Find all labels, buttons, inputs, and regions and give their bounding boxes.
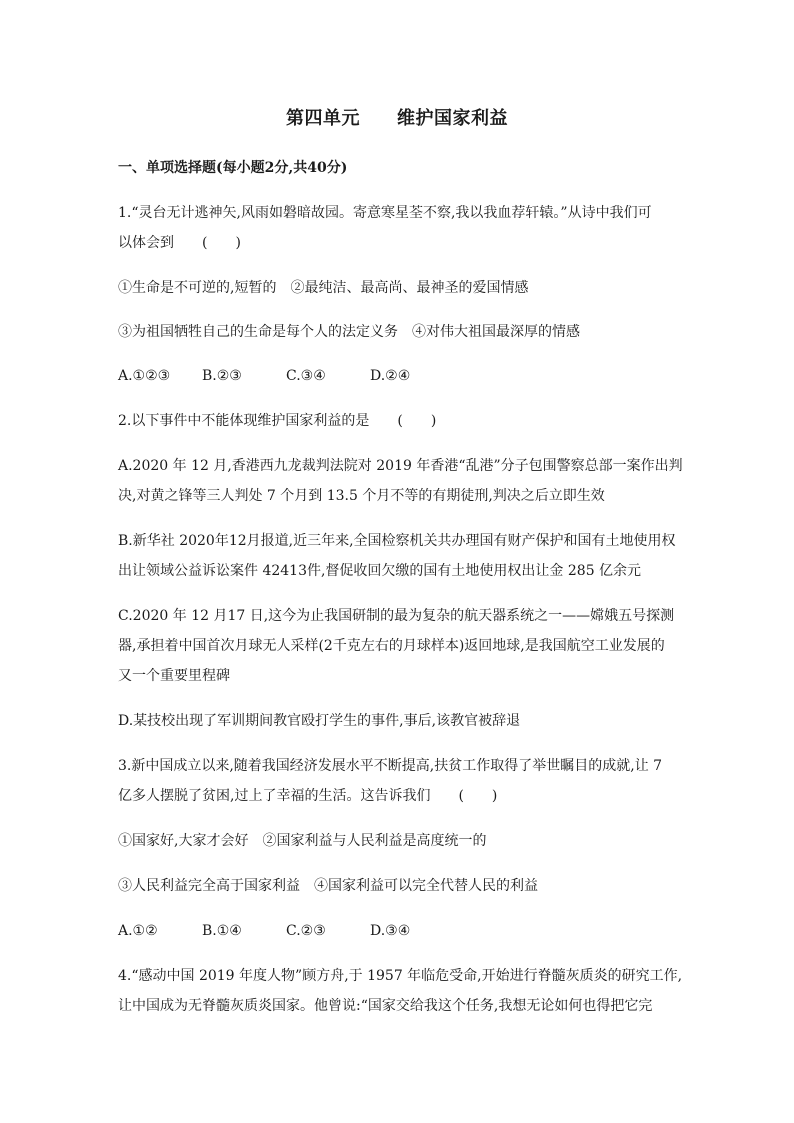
- q3-option-b: B.①④: [202, 923, 242, 939]
- section-heading: 一、单项选择题(每小题2分,共40分): [118, 160, 348, 176]
- q1-option-b: B.②③: [202, 368, 242, 384]
- q3-statement-1: ①国家好,大家才会好 ②国家利益与人民利益是高度统一的: [118, 833, 487, 849]
- q2-choice-c-line-2: 器,承担着中国首次月球无人采样(2千克左右的月球样本)返回地球,是我国航空工业发展的: [118, 638, 665, 654]
- q3-options: [118, 921, 688, 941]
- q2-choice-a-line-1: A.2020 年 12 月,香港西九龙裁判法院对 2019 年香港“乱港”分子包围警察总部一案作出判: [118, 458, 683, 474]
- q2-choice-c-line-1: C.2020 年 12 月17 日,这今为止我国研制的最为复杂的航天器系统之一——嫦娥五号探测: [118, 608, 675, 624]
- q2-choice-c-line-3: 又一个重要里程碑: [118, 668, 230, 684]
- q2-choice-b-line-2: 出让领域公益诉讼案件 42413件,督促收回欠缴的国有土地使用权出让金 285 亿余元: [118, 563, 642, 579]
- q2-choice-d: D.某技校出现了军训期间教官殴打学生的事件,事后,该教官被辞退: [118, 713, 521, 729]
- q3-statement-2: ③人民利益完全高于国家利益 ④国家利益可以完全代替人民的利益: [118, 878, 538, 894]
- q3-option-c: C.②③: [286, 923, 326, 939]
- q1-options: [118, 366, 688, 386]
- q1-stem-line-1: 1.“灵台无计逃神矢,风雨如磐暗故园。寄意寒星荃不察,我以我血荐轩辕。”从诗中我们可: [118, 205, 652, 221]
- q1-stem-line-2: 以体会到 ( ): [118, 235, 241, 251]
- q3-option-a: A.①②: [118, 923, 158, 939]
- q3-stem-line-1: 3.新中国成立以来,随着我国经济发展水平不断提高,扶贫工作取得了举世瞩目的成就,让 7: [118, 758, 663, 774]
- unit-title: 第四单元 维护国家利益: [286, 108, 508, 129]
- q1-option-a: A.①②③: [118, 368, 171, 384]
- q4-stem-line-2: 让中国成为无脊髓灰质炎国家。他曾说:“国家交给我这个任务,我想无论如何也得把它完: [118, 998, 653, 1014]
- q1-option-c: C.③④: [286, 368, 326, 384]
- q2-stem: 2.以下事件中不能体现维护国家利益的是 ( ): [118, 413, 437, 429]
- q3-stem-line-2: 亿多人摆脱了贫困,过上了幸福的生活。这告诉我们 ( ): [118, 788, 498, 804]
- q1-statement-1: ①生命是不可逆的,短暂的 ②最纯洁、最高尚、最神圣的爱国情感: [118, 280, 529, 296]
- q1-option-d: D.②④: [370, 368, 411, 384]
- q1-statement-2: ③为祖国牺牲自己的生命是每个人的法定义务 ④对伟大祖国最深厚的情感: [118, 324, 580, 340]
- q3-option-d: D.③④: [370, 923, 411, 939]
- q2-choice-a-line-2: 决,对黄之锋等三人判处 7 个月到 13.5 个月不等的有期徒刑,判决之后立即生效: [118, 488, 605, 504]
- q4-stem-line-1: 4.“感动中国 2019 年度人物”顾方舟,于 1957 年临危受命,开始进行脊髓灰质炎的研究工作,: [118, 968, 683, 984]
- q2-choice-b-line-1: B.新华社 2020年12月报道,近三年来,全国检察机关共办理国有财产保护和国有土地使用权: [118, 533, 676, 549]
